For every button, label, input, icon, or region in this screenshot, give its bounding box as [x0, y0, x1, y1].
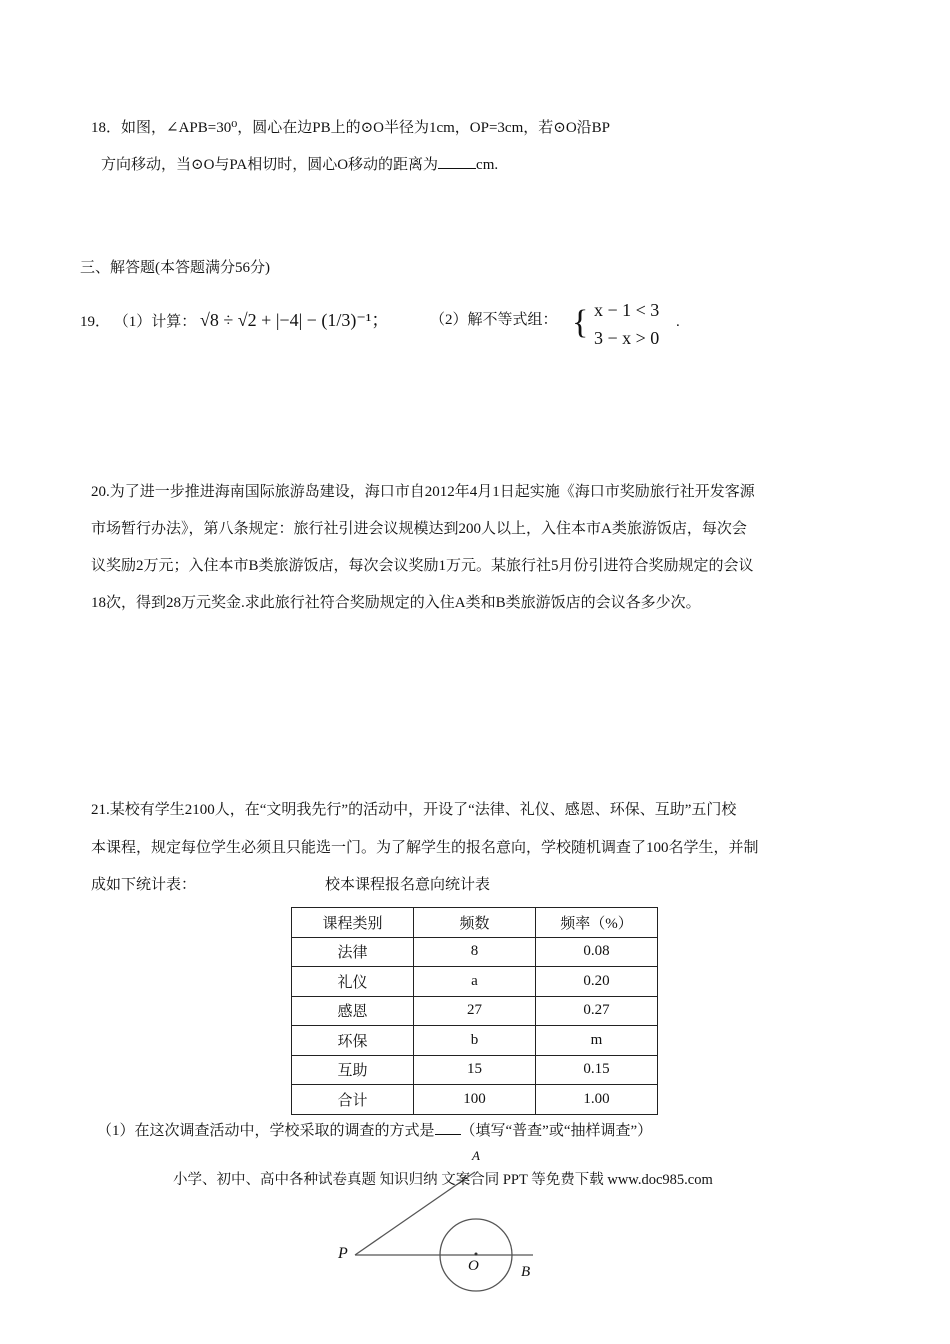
section-heading: 三、解答题(本答题满分56分): [80, 260, 270, 276]
cell: 8: [414, 937, 536, 967]
cell: 礼仪: [292, 967, 414, 997]
cell: b: [414, 1026, 536, 1056]
q19-expression: √8 ÷ √2 + |−4| − (1/3)⁻¹；: [200, 310, 390, 330]
q19-number: 19．: [80, 314, 111, 330]
cell: 0.27: [536, 996, 658, 1026]
brace-icon: {: [572, 304, 589, 341]
table-title: 校本课程报名意向统计表: [325, 877, 491, 893]
q20-line: 议奖励2万元；入住本市B类旅游饭店，每次会议奖励1万元。某旅行社5月份引进符合奖励规定的会议: [91, 558, 754, 574]
cell: 互助: [292, 1055, 414, 1085]
cell: 15: [414, 1055, 536, 1085]
inequality-1: x − 1 < 3: [594, 300, 660, 320]
label-A: A: [472, 1148, 480, 1163]
period: .: [676, 314, 680, 330]
q21-line: 成如下统计表：: [91, 877, 197, 893]
statistics-table: [291, 907, 658, 1115]
cell: 法律: [292, 937, 414, 967]
q21-sub1-text: （1）在这次调查活动中，学校采取的调查的方式是: [97, 1123, 435, 1139]
table-row: [292, 937, 658, 967]
table-row: [292, 1026, 658, 1056]
q19-part1: （1）计算：: [113, 314, 197, 330]
answer-blank[interactable]: [435, 1120, 461, 1135]
q18-line2: [101, 154, 498, 175]
table-row: [292, 996, 658, 1026]
cell: m: [536, 1026, 658, 1056]
header-cell: 课程类别: [292, 908, 414, 938]
q21-sub1: [97, 1120, 652, 1141]
table-header-row: [292, 908, 658, 938]
q21-line: 本课程，规定每位学生必须且只能选一门。为了解学生的报名意向，学校随机调查了100名学生，并制: [91, 840, 759, 856]
q21-sub1-hint: （填写“普查”或“抽样调查”）: [460, 1123, 653, 1139]
cell: a: [414, 967, 536, 997]
cell: 0.08: [536, 937, 658, 967]
answer-blank[interactable]: [438, 154, 476, 169]
cell: 环保: [292, 1026, 414, 1056]
q20-line: 20.为了进一步推进海南国际旅游岛建设，海口市自2012年4月1日起实施《海口市奖励旅行社开发客源: [91, 484, 755, 500]
table-row: [292, 967, 658, 997]
q19-part2: （2）解不等式组：: [430, 312, 558, 328]
q18-line1: 18．如图，∠APB=30⁰，圆心在边PB上的⊙O半径为1cm，OP=3cm，若⊙O沿BP: [91, 120, 611, 136]
q20-line: 市场暂行办法》，第八条规定：旅行社引进会议规模达到200人以上，入住本市A类旅游饭店，每次会: [91, 521, 747, 537]
q19: [80, 310, 389, 332]
q18-text: 方向移动，当⊙O与PA相切时，圆心O移动的距离为: [101, 157, 439, 173]
q20-line: 18次，得到28万元奖金.求此旅行社符合奖励规定的入住A类和B类旅游饭店的会议各多少次。: [91, 595, 701, 611]
table-row: [292, 1055, 658, 1085]
q21-line: 21.某校有学生2100人，在“文明我先行”的活动中，开设了“法律、礼仪、感恩、环保、互助”五门校: [91, 802, 737, 818]
cell: 合计: [292, 1085, 414, 1115]
inequality-2: 3 − x > 0: [594, 328, 660, 348]
header-cell: 频数: [414, 908, 536, 938]
cell: 100: [414, 1085, 536, 1115]
footer-watermark: 小学、初中、高中各种试卷真题 知识归纳 文案合同 PPT 等免费下载 www.doc985.com: [173, 1172, 713, 1188]
cell: 0.20: [536, 967, 658, 997]
cell: 27: [414, 996, 536, 1026]
label-O: O: [468, 1258, 479, 1274]
table-row: [292, 1085, 658, 1115]
label-P: P: [338, 1245, 348, 1262]
label-B: B: [521, 1264, 531, 1280]
header-cell: 频率（%）: [536, 908, 658, 938]
cell: 感恩: [292, 996, 414, 1026]
cell: 0.15: [536, 1055, 658, 1085]
q18-unit: cm.: [476, 157, 499, 173]
cell: 1.00: [536, 1085, 658, 1115]
